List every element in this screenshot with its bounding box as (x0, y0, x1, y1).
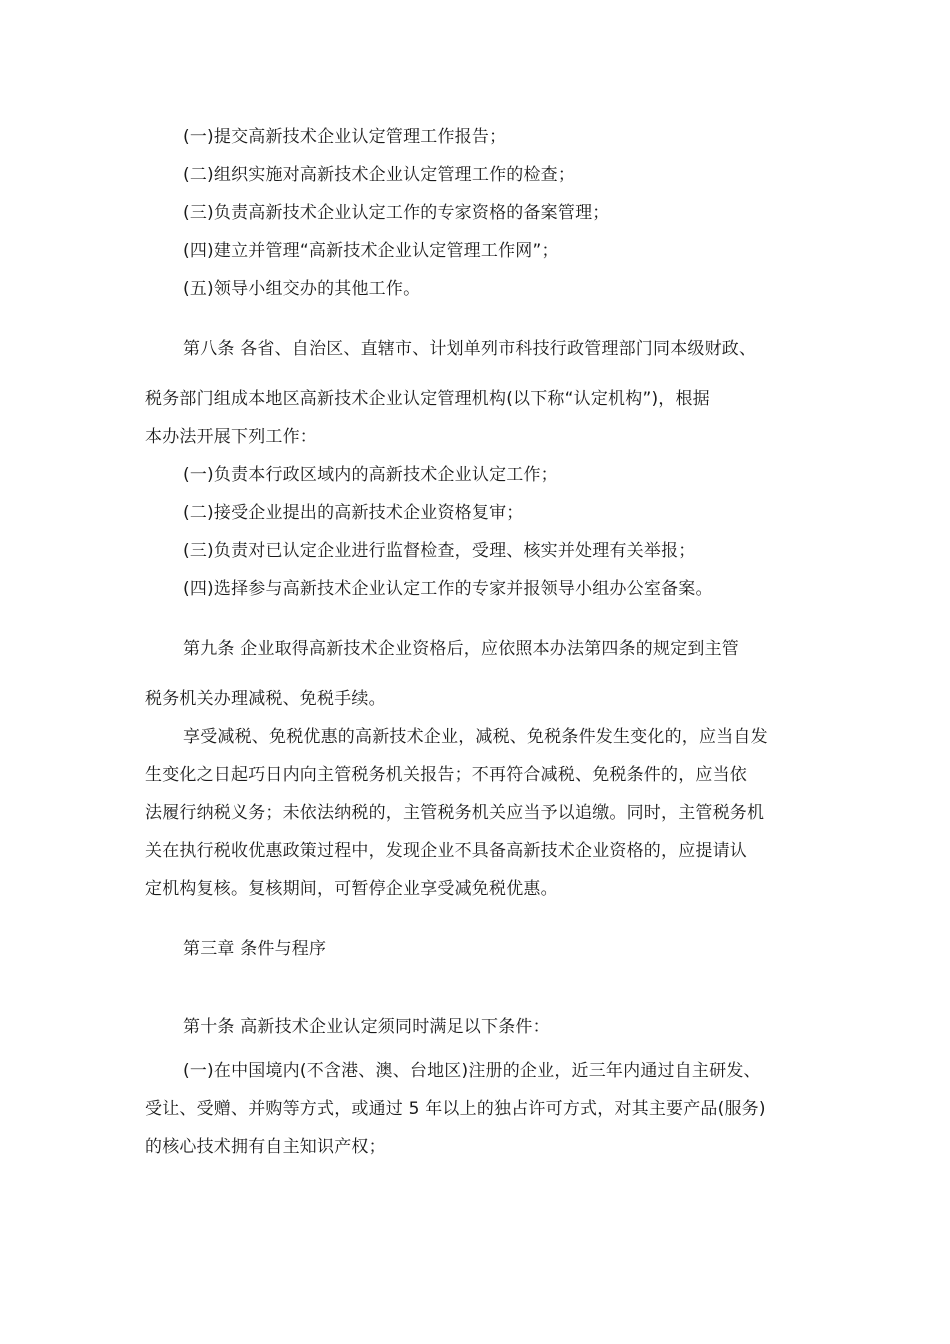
list1-item-5: (五)领导小组交办的其他工作。 (183, 279, 421, 299)
condition-1-line-3: 的核心技术拥有自主知识产权； (145, 1137, 386, 1157)
article-8-line-3: 本办法开展下列工作： (145, 427, 317, 447)
benefit-para-line-1: 享受减税、免税优惠的高新技术企业，减税、免税条件发生变化的，应当自发 (183, 727, 768, 747)
benefit-para-line-2: 生变化之日起巧日内向主管税务机关报告；不再符合减税、免税条件的，应当依 (145, 765, 747, 785)
list2-item-3: (三)负责对已认定企业进行监督检查，受理、核实并处理有关举报； (183, 541, 696, 561)
chapter-3-heading: 第三章 条件与程序 (183, 939, 327, 959)
condition-1-line-2: 受让、受赠、并购等方式，或通过 5 年以上的独占许可方式，对其主要产品(服务) (145, 1099, 766, 1119)
list1-item-1: (一)提交高新技术企业认定管理工作报告； (183, 127, 507, 147)
list2-item-2: (二)接受企业提出的高新技术企业资格复审； (183, 503, 524, 523)
article-10-line: 第十条 高新技术企业认定须同时满足以下条件： (183, 1017, 550, 1037)
article-8-line-2: 税务部门组成本地区高新技术企业认定管理机构(以下称“认定机构”)，根据 (145, 389, 710, 409)
benefit-para-line-4: 关在执行税收优惠政策过程中，发现企业不具备高新技术企业资格的，应提请认 (145, 841, 747, 861)
list2-item-1: (一)负责本行政区域内的高新技术企业认定工作； (183, 465, 558, 485)
article-9-line-2: 税务机关办理减税、免税手续。 (145, 689, 386, 709)
list1-item-4: (四)建立并管理“高新技术企业认定管理工作网”； (183, 241, 559, 261)
condition-1-line-1: (一)在中国境内(不含港、澳、台地区)注册的企业，近三年内通过自主研发、 (183, 1061, 761, 1081)
article-8-line-1: 第八条 各省、自治区、直辖市、计划单列市科技行政管理部门同本级财政、 (183, 339, 757, 359)
list1-item-2: (二)组织实施对高新技术企业认定管理工作的检查； (183, 165, 576, 185)
list2-item-4: (四)选择参与高新技术企业认定工作的专家并报领导小组办公室备案。 (183, 579, 713, 599)
benefit-para-line-3: 法履行纳税义务；未依法纳税的，主管税务机关应当予以追缴。同时，主管税务机 (145, 803, 765, 823)
list1-item-3: (三)负责高新技术企业认定工作的专家资格的备案管理； (183, 203, 610, 223)
article-9-line-1: 第九条 企业取得高新技术企业资格后，应依照本办法第四条的规定到主管 (183, 639, 740, 659)
benefit-para-line-5: 定机构复核。复核期间，可暂停企业享受减免税优惠。 (145, 879, 558, 899)
